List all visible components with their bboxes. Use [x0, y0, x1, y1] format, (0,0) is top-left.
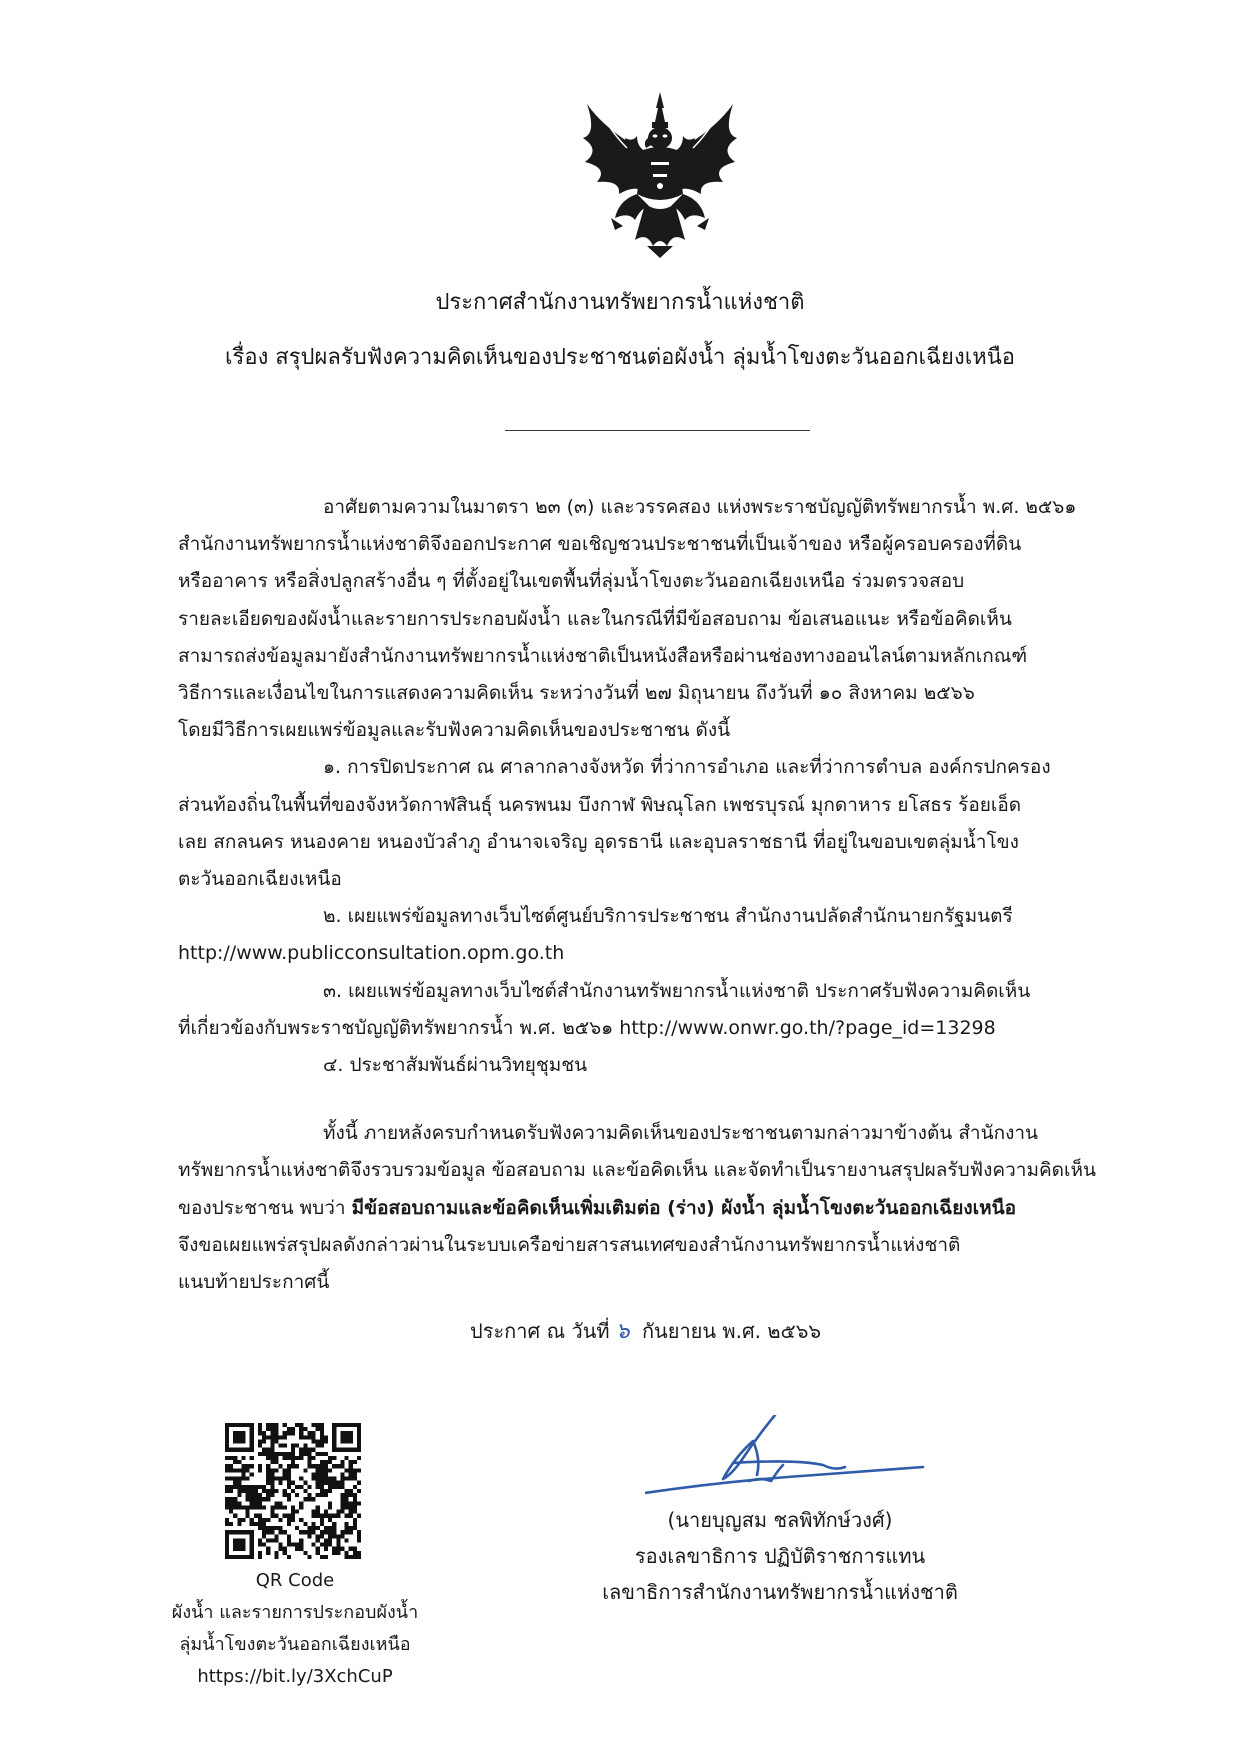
intro-line: รายละเอียดของผังน้ำและรายการประกอบผังน้ำ และในกรณีที่มีข้อสอบถาม ข้อเสนอแนะ หรือข้อคิดเห็น [178, 607, 1012, 630]
date-suffix: กันยายน พ.ศ. ๒๕๖๖ [641, 1319, 822, 1343]
title-divider [505, 430, 810, 431]
announcement-subject: เรื่อง สรุปผลรับฟังความคิดเห็นของประชาชนต่อผังน้ำ ลุ่มน้ำโขงตะวันออกเฉียงเหนือ [225, 345, 1015, 370]
announcement-date [470, 1316, 821, 1347]
signatory-position: เลขาธิการสำนักงานทรัพยากรน้ำแห่งชาติ [602, 1580, 958, 1604]
signatory-position: รองเลขาธิการ ปฏิบัติราชการแทน [634, 1544, 926, 1568]
item-3-line: ๓. เผยแพร่ข้อมูลทางเว็บไซต์สำนักงานทรัพยากรน้ำแห่งชาติ ประกาศรับฟังความคิดเห็น [323, 979, 1031, 1002]
intro-line: สามารถส่งข้อมูลมายังสำนักงานทรัพยากรน้ำแห่งชาติเป็นหนังสือหรือผ่านช่องทางออนไลน์ตามหลักเกณฑ์ [178, 644, 1028, 667]
qr-description: ผังน้ำ และรายการประกอบผังน้ำ [171, 1602, 419, 1623]
qr-code[interactable] [225, 1423, 361, 1559]
item-1-line: ตะวันออกเฉียงเหนือ [178, 868, 342, 891]
item-2-line: ๒. เผยแพร่ข้อมูลทางเว็บไซต์ศูนย์บริการประชาชน สำนักงานปลัดสำนักนายกรัฐมนตรี [323, 905, 1013, 928]
item-1-line: ส่วนท้องถิ่นในพื้นที่ของจังหวัดกาฬสินธุ์ นครพนม บึงกาฬ พิษณุโลก เพชรบุรณ์ มุกดาหาร ยโสธร ร้อยเอ็ด [178, 793, 1022, 816]
conclusion-line: ทั้งนี้ ภายหลังครบกำหนดรับฟังความคิดเห็นของประชาชนตามกล่าวมาข้างต้น สำนักงาน [323, 1122, 1039, 1145]
intro-line: วิธีการและเงื่อนไขในการแสดงความคิดเห็น ระหว่างวันที่ ๒๗ มิถุนายน ถึงวันที่ ๑๐ สิงหาคม ๒๕๖๖ [178, 682, 975, 705]
signatory-block [560, 1502, 1000, 1610]
intro-line: สำนักงานทรัพยากรน้ำแห่งชาติจึงออกประกาศ ขอเชิญชวนประชาชนที่เป็นเจ้าของ หรือผู้ครอบครองที่ดิน [178, 533, 1022, 556]
item-1-line: เลย สกลนคร หนองคาย หนองบัวลำภู อำนาจเจริญ อุดรธานี และอุบลราชธานี ที่อยู่ในขอบเขตลุ่มน้ำโขง [178, 830, 1019, 853]
item-2-link[interactable]: http://www.publicconsultation.opm.go.th [178, 942, 565, 965]
qr-label: QR Code [255, 1570, 335, 1591]
conclusion-lead: ของประชาชน พบว่า [178, 1196, 352, 1219]
date-day-handwritten: ๖ [615, 1319, 630, 1344]
conclusion-line: แนบท้ายประกาศนี้ [178, 1271, 330, 1294]
intro-line: อาศัยตามความในมาตรา ๒๓ (๓) และวรรคสอง แห่งพระราชบัญญัติทรัพยากรน้ำ พ.ศ. ๒๕๖๑ [323, 496, 1077, 518]
announcement-title: ประกาศสำนักงานทรัพยากรน้ำแห่งชาติ [435, 290, 805, 315]
signatory-name: (นายบุญสม ชลพิทักษ์วงศ์) [667, 1508, 893, 1532]
qr-description: ลุ่มน้ำโขงตะวันออกเฉียงเหนือ [179, 1634, 411, 1655]
intro-line: โดยมีวิธีการเผยแพร่ข้อมูลและรับฟังความคิดเห็นของประชาชน ดังนี้ [178, 719, 731, 742]
item-4-line: ๔. ประชาสัมพันธ์ผ่านวิทยุชุมชน [323, 1054, 588, 1077]
item-3-line: ที่เกี่ยวข้องกับพระราชบัญญัติทรัพยากรน้ำ พ.ศ. ๒๕๖๑ http://www.onwr.go.th/?page_id=13298 [178, 1016, 996, 1039]
conclusion-finding: มีข้อสอบถามและข้อคิดเห็นเพิ่มเติมต่อ (ร่าง) ผังน้ำ ลุ่มน้ำโขงตะวันออกเฉียงเหนือ [351, 1196, 1017, 1219]
intro-line: หรืออาคาร หรือสิ่งปลูกสร้างอื่น ๆ ที่ตั้งอยู่ในเขตพื้นที่ลุ่มน้ำโขงตะวันออกเฉียงเหนือ ร่วมตรวจสอบ [178, 570, 965, 593]
qr-caption [130, 1565, 460, 1693]
qr-short-link[interactable]: https://bit.ly/3XchCuP [197, 1666, 393, 1687]
conclusion-line: ทรัพยากรน้ำแห่งชาติจึงรวบรวมข้อมูล ข้อสอบถาม และข้อคิดเห็น และจัดทำเป็นรายงานสรุปผลรับฟังความคิดเห็น [178, 1159, 1097, 1182]
announcement-body [178, 489, 1123, 1301]
garuda-emblem [575, 90, 745, 260]
item-1-line: ๑. การปิดประกาศ ณ ศาลากลางจังหวัด ที่ว่าการอำเภอ และที่ว่าการตำบล องค์กรปกครอง [323, 756, 1051, 779]
conclusion-line: จึงขอเผยแพร่สรุปผลดังกล่าวผ่านในระบบเครือข่ายสารสนเทศของสำนักงานทรัพยากรน้ำแห่งชาติ [178, 1233, 961, 1256]
conclusion-finding-line [178, 1190, 1123, 1227]
date-prefix: ประกาศ ณ วันที่ [470, 1319, 610, 1343]
